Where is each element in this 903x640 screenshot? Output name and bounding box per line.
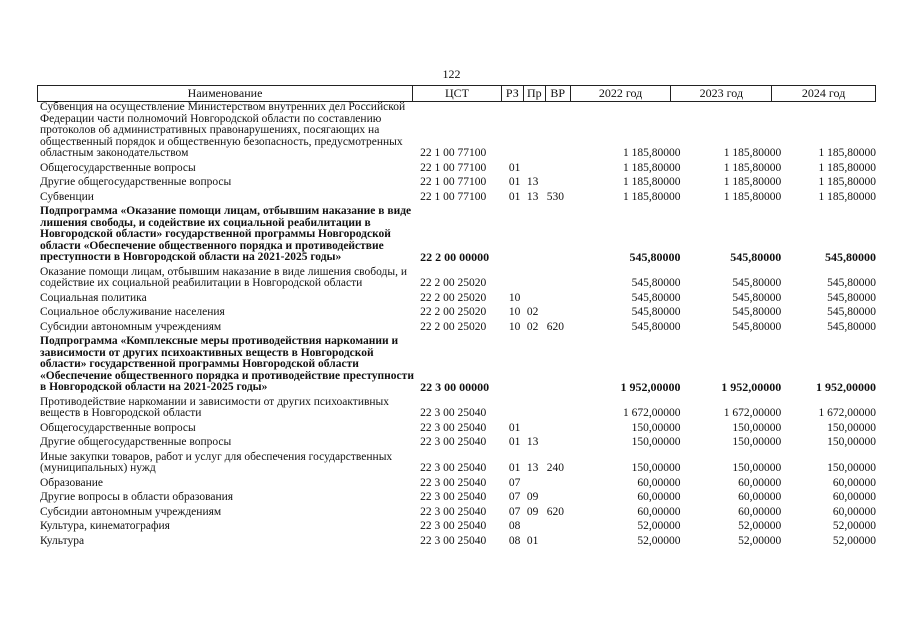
row-2022: 1 185,80000 <box>622 190 681 203</box>
table-row <box>37 206 876 264</box>
row-pr: 13 <box>526 176 539 188</box>
row-2023: 545,80000 <box>732 291 782 304</box>
row-cst: 22 2 00 00000 <box>420 250 490 264</box>
row-2022: 52,00000 <box>637 534 681 547</box>
row-name: Субвенции <box>40 190 94 203</box>
header-name: Наименование <box>38 86 413 101</box>
row-name: Образование <box>40 476 104 489</box>
row-cst: 22 1 00 77100 <box>420 190 487 203</box>
row-2024: 545,80000 <box>827 277 876 289</box>
header-rz: РЗ <box>502 86 524 101</box>
row-cst: 22 3 00 00000 <box>420 380 490 394</box>
row-2023: 1 185,80000 <box>723 147 782 159</box>
row-2022: 1 185,80000 <box>622 161 681 174</box>
row-2024: 150,00000 <box>827 436 876 448</box>
row-2024: 545,80000 <box>824 250 876 264</box>
row-rz: 07 <box>508 491 521 503</box>
table-row <box>37 102 876 160</box>
header-2023: 2023 год <box>671 86 772 101</box>
row-2022: 545,80000 <box>631 277 681 289</box>
row-2024: 52,00000 <box>832 534 876 547</box>
row-rz: 01 <box>508 421 521 434</box>
row-2022: 52,00000 <box>637 520 681 532</box>
table-row <box>37 492 876 504</box>
row-rz: 01 <box>508 190 521 203</box>
row-name: Противодействие наркомании и зависимости от других психоактивных веществ в Новгородской области <box>40 395 390 419</box>
table-row <box>37 437 876 449</box>
row-2024: 150,00000 <box>827 462 876 474</box>
row-cst: 22 2 00 25020 <box>420 320 487 333</box>
row-name: Другие общегосударственные вопросы <box>40 176 232 188</box>
row-name: Общегосударственные вопросы <box>40 421 196 434</box>
row-2022: 545,80000 <box>629 250 681 264</box>
row-2022: 150,00000 <box>631 462 681 474</box>
row-name: Подпрограмма «Комплексные меры противодействия наркомании и зависимости от других психоактивных веществ в Новгородской области» государственной программы Новгородской области «Обеспечение общественного порядка и противодействие преступности в Новгородской области на 2021-2025 годы» <box>40 335 414 393</box>
row-cst: 22 3 00 25040 <box>420 520 487 532</box>
row-2022: 150,00000 <box>631 436 681 448</box>
row-2023: 1 185,80000 <box>723 190 782 203</box>
row-cst: 22 1 00 77100 <box>420 147 487 159</box>
row-2023: 545,80000 <box>732 320 782 333</box>
row-2022: 1 185,80000 <box>622 147 681 159</box>
row-2024: 1 952,00000 <box>815 380 876 394</box>
header-vr: ВР <box>546 86 571 101</box>
row-pr: 02 <box>526 306 539 318</box>
row-cst: 22 1 00 77100 <box>420 176 487 188</box>
row-2022: 1 185,80000 <box>622 176 681 188</box>
row-2023: 1 185,80000 <box>723 161 782 174</box>
row-pr: 09 <box>526 505 539 518</box>
row-name: Общегосударственные вопросы <box>40 161 196 174</box>
row-2024: 1 185,80000 <box>818 190 876 203</box>
row-name: Субсидии автономным учреждениям <box>40 320 222 333</box>
row-2023: 545,80000 <box>732 277 782 289</box>
page-number: 122 <box>442 67 461 81</box>
row-cst: 22 3 00 25040 <box>420 436 487 448</box>
row-2023: 60,00000 <box>738 476 782 489</box>
row-2024: 1 672,00000 <box>818 407 876 419</box>
row-2023: 1 185,80000 <box>723 176 782 188</box>
table-row <box>37 267 876 290</box>
row-2022: 60,00000 <box>637 491 681 503</box>
row-cst: 22 2 00 25020 <box>420 306 487 318</box>
row-pr: 13 <box>526 462 539 474</box>
row-2023: 1 952,00000 <box>721 380 782 394</box>
table-body <box>37 102 876 547</box>
row-2024: 150,00000 <box>827 421 876 434</box>
row-pr: 13 <box>526 190 539 203</box>
row-2022: 545,80000 <box>631 306 681 318</box>
row-2023: 545,80000 <box>732 306 782 318</box>
table-row <box>37 397 876 420</box>
row-2024: 1 185,80000 <box>818 161 876 174</box>
header-2024: 2024 год <box>801 86 846 100</box>
row-cst: 22 3 00 25040 <box>420 407 487 419</box>
row-2022: 60,00000 <box>637 505 681 518</box>
row-name: Оказание помощи лицам, отбывшим наказание в виде лишения свободы, и содействие их социальной реабилитации в Новгородской области <box>40 265 408 289</box>
row-2023: 52,00000 <box>738 534 782 547</box>
row-2024: 545,80000 <box>827 320 876 333</box>
table-row <box>37 521 876 533</box>
row-cst: 22 1 00 77100 <box>420 161 487 174</box>
row-rz: 01 <box>508 436 521 448</box>
row-cst: 22 3 00 25040 <box>420 421 487 434</box>
row-pr: 01 <box>526 534 539 547</box>
row-vr: 530 <box>546 190 565 203</box>
row-name: Социальная политика <box>40 291 147 304</box>
table-row <box>37 163 876 175</box>
row-cst: 22 3 00 25040 <box>420 476 487 489</box>
row-name: Иные закупки товаров, работ и услуг для обеспечения государственных (муниципальных) нужд <box>40 450 393 474</box>
row-2023: 150,00000 <box>732 462 782 474</box>
row-rz: 08 <box>508 534 521 547</box>
table-header <box>37 85 876 102</box>
row-2022: 1 672,00000 <box>622 407 681 419</box>
table-row <box>37 423 876 435</box>
table-row <box>37 478 876 490</box>
table-row <box>37 336 876 394</box>
row-2024: 60,00000 <box>832 476 876 489</box>
table-row <box>37 507 876 519</box>
row-name: Субвенция на осуществление Министерством внутренних дел Российской Федерации части полномочий Новгородской области по составлению протоколов об административных правонарушениях, посягающих на общественный порядок и общественную безопасность, предусмотренных областным законодательством <box>40 101 406 159</box>
budget-table <box>37 85 876 547</box>
row-name: Субсидии автономным учреждениям <box>40 505 222 518</box>
row-cst: 22 3 00 25040 <box>420 462 487 474</box>
row-pr: 02 <box>526 320 539 333</box>
row-vr: 240 <box>546 462 565 474</box>
row-pr: 09 <box>526 491 539 503</box>
row-name: Культура <box>40 534 85 547</box>
row-rz: 10 <box>508 306 521 318</box>
row-name: Другие общегосударственные вопросы <box>40 436 232 448</box>
row-rz: 10 <box>508 291 521 304</box>
table-row <box>37 322 876 334</box>
row-2022: 545,80000 <box>631 320 681 333</box>
row-rz: 07 <box>508 505 521 518</box>
row-2024: 60,00000 <box>832 491 876 503</box>
row-2022: 1 952,00000 <box>620 380 681 394</box>
row-2023: 52,00000 <box>738 520 782 532</box>
row-cst: 22 2 00 25020 <box>420 277 487 289</box>
row-rz: 01 <box>508 176 521 188</box>
row-2022: 150,00000 <box>631 421 681 434</box>
row-cst: 22 3 00 25040 <box>420 534 487 547</box>
row-2023: 150,00000 <box>732 436 782 448</box>
row-cst: 22 2 00 25020 <box>420 291 487 304</box>
row-name: Другие вопросы в области образования <box>40 491 234 503</box>
row-rz: 10 <box>508 320 521 333</box>
table-row <box>37 177 876 189</box>
row-rz: 01 <box>508 161 521 174</box>
header-pr: Пр <box>524 86 546 101</box>
row-2024: 545,80000 <box>827 306 876 318</box>
row-name: Культура, кинематография <box>40 520 170 532</box>
row-rz: 08 <box>508 520 521 532</box>
row-2022: 545,80000 <box>631 291 681 304</box>
row-2023: 545,80000 <box>730 250 782 264</box>
row-2023: 60,00000 <box>738 491 782 503</box>
row-2024: 60,00000 <box>832 505 876 518</box>
header-2022: 2022 год <box>571 86 672 101</box>
row-rz: 07 <box>508 476 521 489</box>
row-name: Подпрограмма «Оказание помощи лицам, отбывшим наказание в виде лишения свободы, и содействие их социальной реабилитации в Новгородской области» государственной программы Новгородской области «Обеспечение общественного порядка и противодействие преступности в Новгородской области на 2021-2025 годы» <box>40 205 412 263</box>
row-vr: 620 <box>546 505 565 518</box>
row-2023: 1 672,00000 <box>723 407 782 419</box>
table-row <box>37 536 876 548</box>
row-2023: 150,00000 <box>732 421 782 434</box>
row-pr: 13 <box>526 436 539 448</box>
row-cst: 22 3 00 25040 <box>420 491 487 503</box>
row-rz: 01 <box>508 462 521 474</box>
row-2024: 52,00000 <box>832 520 876 532</box>
row-2024: 1 185,80000 <box>818 147 876 159</box>
row-2024: 545,80000 <box>827 291 876 304</box>
row-cst: 22 3 00 25040 <box>420 505 487 518</box>
table-row <box>37 192 876 204</box>
row-vr: 620 <box>546 320 565 333</box>
row-2024: 1 185,80000 <box>818 176 876 188</box>
row-2023: 60,00000 <box>738 505 782 518</box>
header-cst: ЦСТ <box>413 86 502 101</box>
row-2022: 60,00000 <box>637 476 681 489</box>
table-row <box>37 307 876 319</box>
table-row <box>37 452 876 475</box>
row-name: Социальное обслуживание населения <box>40 306 225 318</box>
table-row <box>37 293 876 305</box>
